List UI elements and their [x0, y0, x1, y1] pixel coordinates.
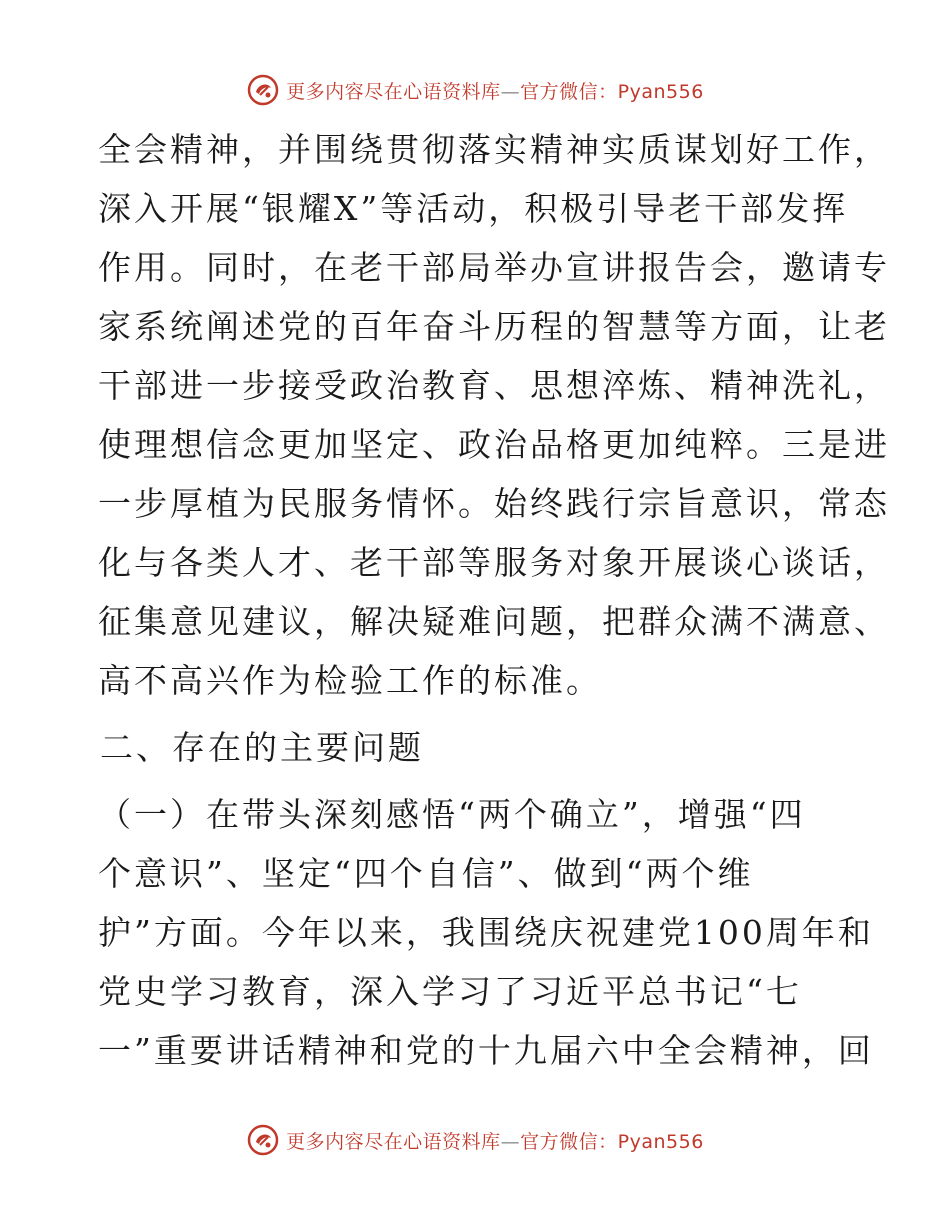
watermark-header [0, 70, 950, 110]
body-line: 高不高兴作为检验工作的标准。 [98, 661, 602, 700]
body-line: 作用。同时，在老干部局举办宣讲报告会，邀请专 [98, 248, 890, 287]
watermark-text: 更多内容尽在心语资料库—官方微信：Pyan556 [286, 80, 704, 103]
document-body [98, 120, 890, 1080]
body-line: 深入开展“银耀X”等活动，积极引导老干部发挥 [98, 189, 849, 228]
rose-seal-icon [246, 1123, 280, 1157]
watermark-footer [0, 1120, 950, 1160]
section-line: （一）在带头深刻感悟“两个确立”，增强“四 [98, 795, 806, 834]
body-line: 家系统阐述党的百年奋斗历程的智慧等方面，让老 [98, 307, 890, 346]
section-line: 党史学习教育，深入学习了习近平总书记“七 [98, 972, 802, 1011]
section-line: 个意识”、坚定“四个自信”、做到“两个维 [98, 854, 754, 893]
section-heading: 二、存在的主要问题 [100, 728, 424, 767]
body-line: 使理想信念更加坚定、政治品格更加纯粹。三是进 [98, 425, 890, 464]
section-line: 护”方面。今年以来，我围绕庆祝建党100周年和 [98, 913, 874, 952]
rose-seal-icon [246, 73, 280, 107]
body-line: 全会精神，并围绕贯彻落实精神实质谋划好工作， [98, 130, 890, 169]
body-line: 一步厚植为民服务情怀。始终践行宗旨意识，常态 [98, 484, 890, 523]
body-line: 化与各类人才、老干部等服务对象开展谈心谈话， [98, 543, 890, 582]
section-line: 一”重要讲话精神和党的十九届六中全会精神，回 [98, 1031, 874, 1070]
body-line: 征集意见建议，解决疑难问题，把群众满不满意、 [98, 602, 890, 641]
watermark-text: 更多内容尽在心语资料库—官方微信：Pyan556 [286, 1130, 704, 1153]
body-line: 干部进一步接受政治教育、思想淬炼、精神洗礼， [98, 366, 890, 405]
